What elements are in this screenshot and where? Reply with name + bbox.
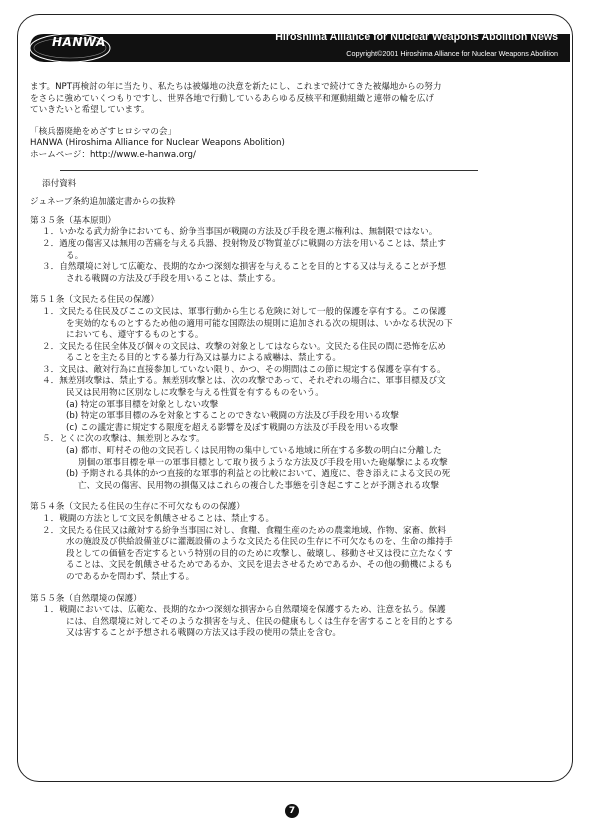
- article-subitem: (a) 都市、町村その他の文民若しくは民用物の集中している地域に所在する多数の明白に分離した: [66, 446, 442, 457]
- attachment-label: 添付資料: [42, 178, 77, 189]
- org-name-jp: 「核兵器廃絶をめざすヒロシマの会」: [30, 126, 177, 137]
- article-line: 水の施設及び供給設備並びに灌漑設備のような文民たる住民の生存に不可欠なものを、生命の維持手: [66, 537, 453, 548]
- article-subitem: (b) 特定の軍事目標のみを対象とすることのできない戦闘の方法及び手段を用いる攻撃: [66, 411, 399, 422]
- article-line: には、自然環境に対してそのような損害を与え、住民の健康もしくは生存を害することを目的とする: [66, 616, 454, 627]
- article-heading: 第５５条（自然環境の保護）: [30, 593, 142, 604]
- article-line: ることを主たる目的とする暴力行為又は暴力による威嚇は、禁止する。: [66, 353, 342, 364]
- article-subitem: (c) この議定書に規定する限度を超える影響を及ぼす戦闘の方法及び手段を用いる攻撃: [66, 422, 399, 433]
- article-line: においても、遵守するものとする。: [66, 330, 204, 341]
- article-line: を実効的なものとするため他の適用可能な国際法の規則に追加される次の規則は、いかなる状況の下: [66, 318, 453, 329]
- copyright-notice: Copyright©2001 Hiroshima Alliance for Nuclear Weapons Abolition: [346, 49, 558, 58]
- article-line: ることは、文民を飢餓させるためであるか、文民を退去させるためであるか、その他の動機によるも: [66, 560, 453, 571]
- article-subitem: 別個の軍事目標を単一の軍事目標として取り扱うような方法及び手段を用いた砲爆撃による攻撃: [78, 457, 448, 468]
- article-line: ４．無差別攻撃は、禁止する。無差別攻撃とは、次の攻撃であって、それぞれの場合に、軍事目標及び文: [42, 376, 446, 387]
- article-line: １．文民たる住民及びここの文民は、軍事行動から生じる危険に対して一般的保護を享有する。この保護: [42, 306, 446, 317]
- article-line: 段としての価値を否定するという特別の目的のために攻撃し、破壊し、移動させ又は役に立たなくす: [66, 548, 453, 559]
- article-line: ３．文民は、敵対行為に直接参加していない限り、かつ、その期間はこの節に規定する保護を享有する。: [42, 364, 446, 375]
- article-subitem: (a) 特定の軍事目標を対象としない攻撃: [66, 399, 219, 410]
- article-subitem: 亡、文民の傷害、民用物の損傷又はこれらの複合した事態を引き起こすことが予測される攻撃: [78, 480, 439, 491]
- article-heading: 第３５条（基本原則）: [30, 215, 116, 226]
- article-line: ２．過度の傷害又は無用の苦痛を与える兵器、投射物及び物質並びに戦闘の方法を用いることは、禁止す: [42, 238, 446, 249]
- org-name-en: HANWA (Hiroshima Alliance for Nuclear Weapons Abolition): [30, 138, 285, 149]
- article-heading: 第５４条（文民たる住民の生存に不可欠なものの保護）: [30, 502, 245, 513]
- article-line: １．いかなる武力紛争においても、紛争当事国が戦闘の方法及び手段を選ぶ権利は、無制限ではない。: [42, 227, 438, 238]
- article-line: ３．自然環境に対して広範な、長期的なかつ深刻な損害を与えることを目的とする又は与えることが予想: [42, 262, 446, 273]
- article-line: る。: [66, 250, 84, 261]
- article-line: のであるかを問わず、禁止する。: [66, 571, 195, 582]
- article-line: １．戦闘の方法として文民を飢餓させることは、禁止する。: [42, 514, 275, 524]
- page-content: [30, 82, 560, 640]
- intro-line: ます。NPT再検討の年に当たり、私たちは被爆地の決意を新たにし、これまで続けてきた被爆地からの努力: [30, 82, 442, 92]
- homepage-link[interactable]: ホームページ：http://www.e-hanwa.org/: [30, 149, 196, 160]
- article-line: ２．文民たる住民又は敵対する紛争当事国に対し、食糧、食糧生産のための農業地域、作物、家畜、飲料: [42, 525, 446, 536]
- article-line: ２．文民たる住民全体及び個々の文民は、攻撃の対象としてはならない。文民たる住民の間に恐怖を広め: [42, 341, 446, 352]
- intro-line: をさらに強めていくつもりですし、世界各地で行動しているあらゆる反核平和運動組織と連帯の輪を広げ: [30, 93, 434, 104]
- article-heading: 第５１条（文民たる住民の保護）: [30, 295, 159, 306]
- hanwa-logo: HANWA: [52, 35, 106, 49]
- intro-line: ていきたいと希望しています。: [30, 105, 150, 116]
- article-line: １．戦闘においては、広範な、長期的なかつ深刻な損害から自然環境を保護するため、注意を払う。保護: [42, 605, 446, 616]
- page-number: 7: [285, 804, 299, 818]
- source-title: ジュネーブ条約追加議定書からの抜粋: [30, 197, 176, 208]
- article-line: される戦闘の方法及び手段を用いることは、禁止する。: [66, 273, 281, 284]
- header-banner: [22, 28, 572, 66]
- divider: [60, 170, 478, 171]
- article-subitem: (b) 予期される具体的かつ直接的な軍事的利益との比較において、過度に、巻き添えによる文民の死: [66, 469, 451, 480]
- article-line: ５．とくに次の攻撃は、無差別とみなす。: [42, 434, 205, 445]
- article-line: 民又は民用物に区別なしに攻撃を与える性質を有するものをいう。: [66, 388, 324, 399]
- article-line: 又は害することが予想される戦闘の方法又は手段の使用の禁止を含む。: [66, 628, 342, 639]
- newsletter-title: Hiroshima Alliance for Nuclear Weapons Abolition News: [275, 31, 558, 43]
